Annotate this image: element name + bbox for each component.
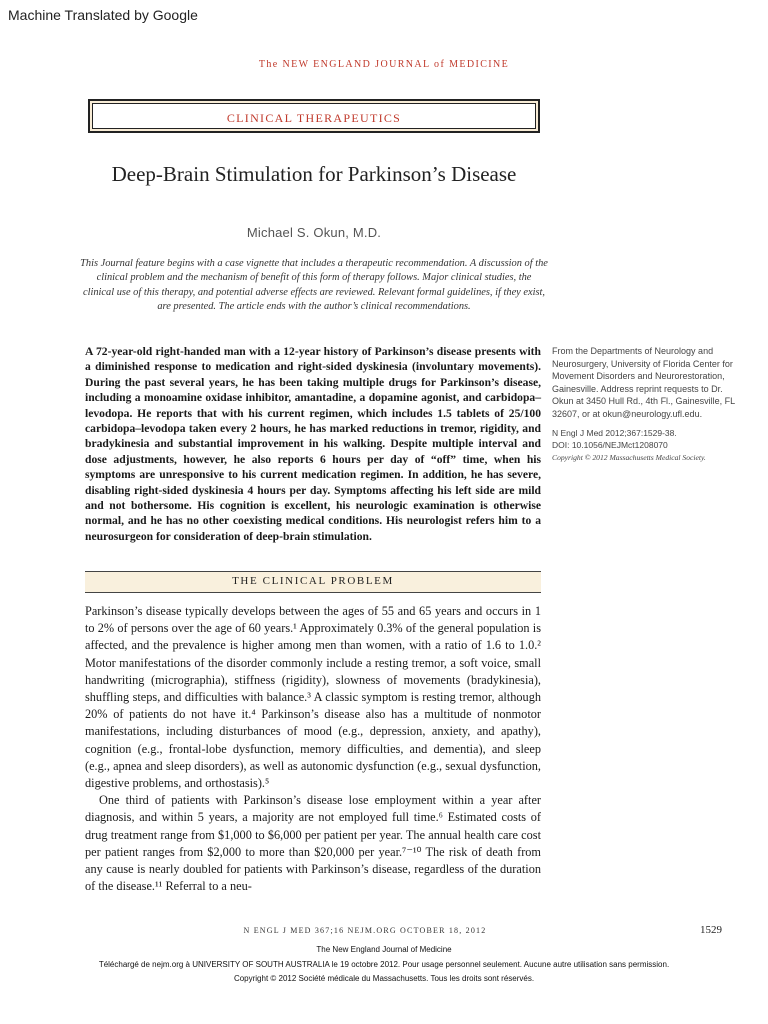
download-notice: Téléchargé de nejm.org à UNIVERSITY OF SOUTH AUSTRALIA le 19 octobre 2012. Pour usage personnel seulement. Aucune autre utilisation sans permission. [98,960,670,969]
section-label: CLINICAL THERAPEUTICS [226,111,402,125]
body-paragraph: One third of patients with Parkinson’s disease lose employment within a year after diagnosis, and within 5 years, a majority are not employed full time.⁶ Estimated costs of drug treatment range from $1,000 to $6,000 per patient per year. The annual health care cost per patient ranges from $2,000 to more than $20,000 per year.⁷⁻¹⁰ The risk of death from any cause is nearly doubled for patients with Parkinson’s disease, regardless of the duration of the disease.¹¹ Referral to a neu- [85,793,541,894]
author-affiliation: From the Departments of Neurology and Neurosurgery, University of Florida Center for Movement Disorders and Neurorestoration, Gainesville. Address reprint requests to Dr. Okun at 3450 Hull Rd., 4th Fl., Gainesville, FL 32607, or at okun@neurology.ufl.edu. [552,346,735,419]
section-heading-bar [85,571,541,593]
sidebar-copyright: Copyright © 2012 Massachusetts Medical Society. [552,452,706,462]
author-sidebar [552,345,738,464]
article-intro: This Journal feature begins with a case vignette that includes a therapeutic recommendation. A discussion of the clinical problem and the mechanism of benefit of this form of therapy follows. Major clinical studies, the clinical use of this therapy, and potential adverse effects are reviewed. Relevant formal guidelines, if they exist, are presented. The article ends with the author’s clinical recommendations. [80,258,548,313]
doi: DOI: 10.1056/NEJMct1208070 [552,440,668,451]
translation-banner [0,0,768,32]
body-paragraph: Parkinson’s disease typically develops between the ages of 55 and 65 years and occurs in 1 to 2% of persons over the age of 60 years.¹ Approximately 0.3% of the general population is affected, and the prevalence is higher among men than women, with a ratio of 1.6 to 1.0.² Motor manifestations of the disorder commonly include a resting tremor, a soft voice, small handwriting (micrographia), stiffness (rigidity), slowness of movements (bradykinesia), shuffling steps, and difficulties with balance.³ A classic symptom is resting tremor, although 20% of patients do not have it.⁴ Parkinson’s disease also has a multitude of nonmotor manifestations, including disturbances of mood (e.g., depression, anxiety, and apathy), cognition (e.g., frontal-lobe dysfunction, memory difficulties, and dementia), and sleep (e.g., apnea and sleep disorders), as well as autonomic dysfunction (e.g., sexual dysfunction, digestive problems, and orthostasis).⁵ [85,604,541,791]
banner-text: Machine Translated by Google [8,7,198,23]
journal-name: The NEW ENGLAND JOURNAL of MEDICINE [258,59,510,70]
section-label-box [88,99,540,133]
article-author: Michael S. Okun, M.D. [246,225,382,240]
article-body [85,603,541,895]
page-number: 1529 [700,924,722,936]
footer-journal-name: The New England Journal of Medicine [316,945,452,954]
article-title: Deep-Brain Stimulation for Parkinson’s Disease [111,162,517,186]
case-vignette: A 72-year-old right-handed man with a 12-year history of Parkinson’s disease presents with a diminished response to medication and right-sided dyskinesia (involuntary movements). During the past several years, he has been taking multiple drugs for Parkinson’s disease, including a monoamine oxidase inhibitor, amantadine, a dopamine agonist, and carbidopa–levodopa. He reports that with his current regimen, which includes 1.5 tablets of 25/100 carbidopa–levodopa taken every 2 hours, he has marked reductions in tremor, rigidity, and bradykinesia and substantial improvement in his walking. Despite multiple interval and dose adjustments, however, he also reports 6 hours per day of “off” time, when his symptoms are unresponsive to his current medication regimen. In addition, he has severe, disabling right-sided dyskinesia 4 hours per day. Symptoms affecting his left side are mild and not bothersome. His cognition is excellent, his neurologic examination is otherwise normal, and he has no other coexisting medical conditions. His neurologist refers him to a neurosurgeon for consideration of deep-brain stimulation. [85,345,541,543]
footer-copyright: Copyright © 2012 Société médicale du Massachusetts. Tous les droits sont réservés. [233,974,535,983]
page-footer: N ENGL J MED 367;16 NEJM.ORG OCTOBER 18, 2012 [243,926,487,935]
citation: N Engl J Med 2012;367:1529-38. [552,427,677,438]
section-heading: THE CLINICAL PROBLEM [232,575,394,587]
